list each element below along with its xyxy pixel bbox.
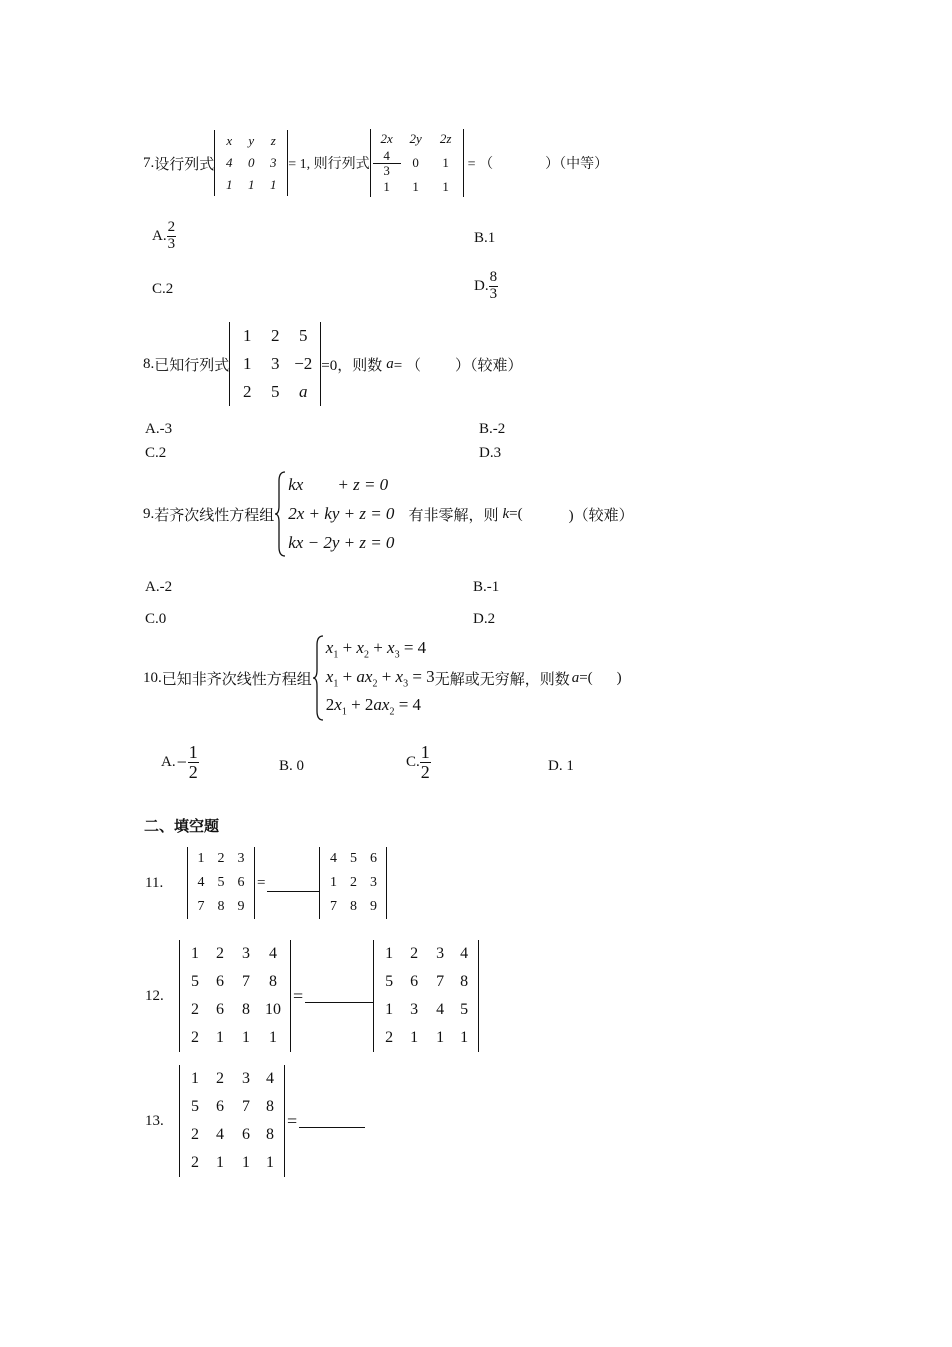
q7-option-d-fraction: [489, 270, 499, 303]
q11d2-cell: 9: [369, 899, 377, 914]
q13d-cell: 1: [242, 1154, 250, 1171]
q10-eq: =(: [579, 669, 593, 686]
q11d1-cell: 2: [217, 851, 225, 866]
q10-equation-system: [312, 635, 435, 721]
q8d-cell: −2: [294, 354, 313, 373]
q7-determinant-1: [214, 130, 288, 196]
question-12: [145, 939, 479, 1053]
q13d-cell: 2: [216, 1070, 224, 1087]
q7-a-num: 2: [167, 219, 176, 235]
q9-equation-system: [274, 471, 394, 557]
q12d1-cell: 1: [242, 1029, 250, 1046]
q8d-cell: 5: [299, 326, 308, 345]
q12d1-cell: 1: [269, 1029, 277, 1046]
question-11: [145, 846, 387, 920]
q7-determinant-2: [370, 129, 464, 197]
q8-determinant: [229, 322, 321, 406]
q7-d-num: 8: [489, 269, 498, 285]
q13-answer-blank[interactable]: [299, 1127, 365, 1128]
q7-option-b[interactable]: B.1: [474, 230, 496, 246]
question-8: [143, 322, 522, 406]
q8-after: =0，则数: [321, 357, 383, 374]
q7d1-cell: 1: [248, 177, 255, 192]
q7-d2-r2c2: 0: [412, 155, 419, 170]
q7-prefix: 设行列式: [154, 156, 215, 173]
q10-tail: ): [616, 669, 622, 686]
q7d1-cell: 1: [270, 177, 277, 192]
q9-option-b[interactable]: B.-1: [473, 579, 500, 595]
q13d-cell: 6: [242, 1126, 250, 1143]
q12d1-cell: 1: [216, 1029, 224, 1046]
q10-eq-3: $2x_1 + 2ax_2 = 4$: [325, 695, 422, 718]
q8-option-b[interactable]: B.-2: [479, 421, 506, 437]
section-title: 二、填空题: [144, 817, 220, 835]
q12d2-cell: 1: [460, 1029, 469, 1046]
q12-number: 12.: [145, 987, 164, 1004]
q10-option-b[interactable]: B. 0: [279, 758, 305, 774]
q8-number: 8.: [143, 355, 155, 372]
q13d-cell: 1: [266, 1154, 274, 1171]
q12d2-cell: 1: [410, 1029, 419, 1046]
q12d2-cell: 4: [436, 1001, 445, 1018]
q7-d2-r3c3: 1: [442, 179, 449, 195]
q11d2-cell: 7: [329, 899, 337, 914]
q12d1-cell: 5: [191, 973, 199, 990]
question-9: [143, 470, 634, 558]
q11d2-cell: 5: [349, 851, 357, 866]
q7-option-a-fraction: [167, 220, 177, 253]
q10-prefix: 已知非齐次线性方程组: [161, 671, 312, 688]
q8d-cell: 1: [243, 354, 252, 373]
q7-frac-den: 3: [383, 162, 390, 178]
q10-eq-2: $x_1 + ax_2 + x_3 = 3$: [325, 666, 435, 690]
q8d-cell: 5: [271, 382, 280, 401]
q13d-cell: 2: [191, 1154, 199, 1171]
q9-var: k: [502, 505, 510, 522]
q10-c-num: 1: [420, 742, 430, 762]
q11d1-cell: 4: [197, 875, 205, 890]
q8-option-d[interactable]: D.3: [479, 445, 502, 461]
q12d2-cell: 5: [460, 1001, 469, 1018]
q12-determinant-1: [179, 940, 291, 1052]
q12d2-cell: 5: [385, 973, 394, 990]
q8-option-c[interactable]: C.2: [145, 445, 167, 461]
q8-eq: = （: [393, 357, 421, 374]
q7-option-a-label: A.: [152, 227, 167, 244]
q10-option-c[interactable]: [406, 743, 431, 782]
q13-determinant: [179, 1065, 285, 1177]
q12d2-cell: 1: [385, 945, 394, 962]
q7d1-cell: 1: [226, 177, 233, 192]
q8-var: a: [386, 355, 394, 372]
q9-eq-2: 2x + ky + z = 0: [288, 503, 395, 523]
q7-frac-num: 4: [373, 149, 401, 164]
q12d2-cell: 2: [385, 1029, 394, 1046]
q10-option-a-fraction: [188, 743, 199, 782]
q7d1-cell: z: [270, 133, 276, 148]
q7-tail: ）（中等）: [545, 157, 609, 172]
q7-option-d-label: D.: [474, 277, 489, 294]
q12d1-cell: 2: [191, 1029, 199, 1046]
q11d2-cell: 6: [369, 851, 377, 866]
q10-var: a: [571, 669, 580, 686]
q12d1-cell: 7: [242, 973, 250, 990]
q11d1-cell: 6: [237, 875, 245, 890]
q7-a-den: 3: [167, 235, 176, 252]
q11d2-cell: 1: [329, 875, 337, 890]
q9-eq-3: kx − 2y + z = 0: [288, 532, 395, 552]
q8d-cell: 2: [243, 382, 252, 401]
q8d-cell: a: [299, 382, 308, 401]
q12d2-cell: 2: [410, 945, 419, 962]
q12d1-cell: 6: [216, 1001, 224, 1018]
q11d1-cell: 1: [197, 851, 205, 866]
q11-determinant-2: [319, 847, 387, 919]
q10-eq-1: $x_1 + x_2 + x_3 = 4$: [325, 638, 427, 661]
q7-d2-r1c2: 2y: [409, 130, 422, 146]
q11-eq: =: [257, 874, 266, 891]
q10-a-num: 1: [188, 742, 198, 762]
q11d2-cell: 3: [369, 875, 377, 890]
q9-prefix: 若齐次线性方程组: [154, 507, 275, 524]
q8-option-a[interactable]: A.-3: [145, 421, 173, 437]
q13d-cell: 1: [191, 1070, 199, 1087]
q7-d2-r1c3: 2z: [439, 130, 452, 146]
q13-eq: =: [287, 1110, 298, 1131]
q11-determinant-1: [187, 847, 255, 919]
q9-eq-1: kx + z = 0: [288, 475, 389, 495]
q10-option-d[interactable]: D. 1: [548, 758, 574, 774]
q12d1-cell: 10: [265, 1001, 281, 1018]
q7d1-cell: 4: [226, 155, 233, 170]
q9-number: 9.: [143, 505, 155, 522]
q7d1-cell: x: [226, 133, 233, 148]
q13d-cell: 8: [266, 1098, 274, 1115]
q7-option-c[interactable]: C.2: [152, 281, 174, 297]
q13d-cell: 3: [242, 1070, 250, 1087]
q7-d2-r3c2: 1: [412, 179, 419, 195]
q9-after: 有非零解，则: [408, 507, 499, 524]
q12d2-cell: 4: [460, 945, 469, 962]
q10-option-a-label: A.: [161, 753, 176, 770]
q7d1-cell: 3: [270, 155, 277, 170]
q12d1-cell: 8: [269, 973, 277, 990]
q13d-cell: 5: [191, 1098, 199, 1115]
q11d1-cell: 9: [237, 899, 245, 914]
q11d2-cell: 2: [349, 875, 357, 890]
q11-answer-blank[interactable]: [267, 891, 319, 892]
q12d1-cell: 3: [242, 945, 250, 962]
q13d-cell: 2: [191, 1126, 199, 1143]
q11d1-cell: 7: [197, 899, 205, 914]
q9-eq: =(: [509, 505, 523, 522]
q7-d2-r2c3: 1: [442, 155, 449, 170]
q11d2-cell: 8: [349, 899, 357, 914]
left-brace-icon: [312, 635, 324, 721]
q12d2-cell: 3: [410, 1001, 419, 1018]
q13d-cell: 1: [216, 1154, 224, 1171]
q12d1-cell: 4: [269, 945, 277, 962]
q13d-cell: 4: [216, 1126, 224, 1143]
q7-d2-r1c1: 2x: [380, 130, 393, 146]
q12d2-cell: 3: [436, 945, 445, 962]
q12d2-cell: 7: [436, 973, 445, 990]
q13-number: 13.: [145, 1112, 164, 1129]
q13d-cell: 7: [242, 1098, 250, 1115]
q12-answer-blank[interactable]: [305, 1002, 373, 1003]
q7-mid: = 1, 则行列式: [288, 157, 370, 172]
q12d1-cell: 2: [191, 1001, 199, 1018]
question-13: [145, 1064, 365, 1178]
q10-c-den: 2: [420, 761, 430, 782]
left-brace-icon: [274, 471, 286, 557]
q7d1-cell: y: [248, 133, 255, 148]
q7-after: = （: [467, 157, 494, 172]
q11d1-cell: 3: [237, 851, 245, 866]
q7-d2-r3c1: 1: [383, 179, 390, 195]
q10-option-c-label: C.: [406, 753, 420, 770]
q12d2-cell: 1: [436, 1029, 445, 1046]
q10-number: 10.: [143, 669, 162, 686]
q11-number: 11.: [145, 874, 164, 891]
q10-option-a-sign: −: [176, 751, 187, 772]
q12d2-cell: 8: [460, 973, 469, 990]
q10-option-a[interactable]: [161, 743, 199, 782]
q9-option-a[interactable]: A.-2: [145, 579, 173, 595]
q8-prefix: 已知行列式: [154, 357, 230, 374]
q7-number: 7.: [143, 154, 155, 171]
question-7: [143, 124, 608, 202]
q12d2-cell: 6: [410, 973, 419, 990]
q12d2-cell: 1: [385, 1001, 394, 1018]
q7d1-cell: 0: [248, 155, 255, 170]
q9-option-c[interactable]: C.0: [145, 611, 167, 627]
q12-eq: =: [293, 985, 304, 1006]
q10-after: 无解或无穷解，则数: [434, 671, 570, 688]
q7-d2-r2c1-fraction: [373, 149, 401, 177]
q8d-cell: 3: [271, 354, 280, 373]
q7-option-a[interactable]: [152, 220, 176, 253]
q8d-cell: 1: [243, 326, 252, 345]
q9-tail: )（较难）: [568, 507, 634, 524]
question-10: [143, 634, 622, 722]
q8-tail: ）（较难）: [454, 357, 523, 374]
q12d1-cell: 6: [216, 973, 224, 990]
q11d1-cell: 8: [217, 899, 225, 914]
q12d1-cell: 8: [242, 1001, 250, 1018]
q7-option-d[interactable]: [474, 270, 498, 303]
q11d1-cell: 5: [217, 875, 225, 890]
q11d2-cell: 4: [329, 851, 337, 866]
q9-option-d[interactable]: D.2: [473, 611, 496, 627]
q10-option-c-fraction: [420, 743, 431, 782]
q12-determinant-2: [373, 940, 479, 1052]
q13d-cell: 8: [266, 1126, 274, 1143]
q7-d-den: 3: [489, 285, 498, 302]
q13d-cell: 6: [216, 1098, 224, 1115]
q13d-cell: 4: [266, 1070, 274, 1087]
q12d1-cell: 2: [216, 945, 224, 962]
q10-a-den: 2: [188, 761, 198, 782]
q12d1-cell: 1: [191, 945, 199, 962]
q8d-cell: 2: [271, 326, 280, 345]
